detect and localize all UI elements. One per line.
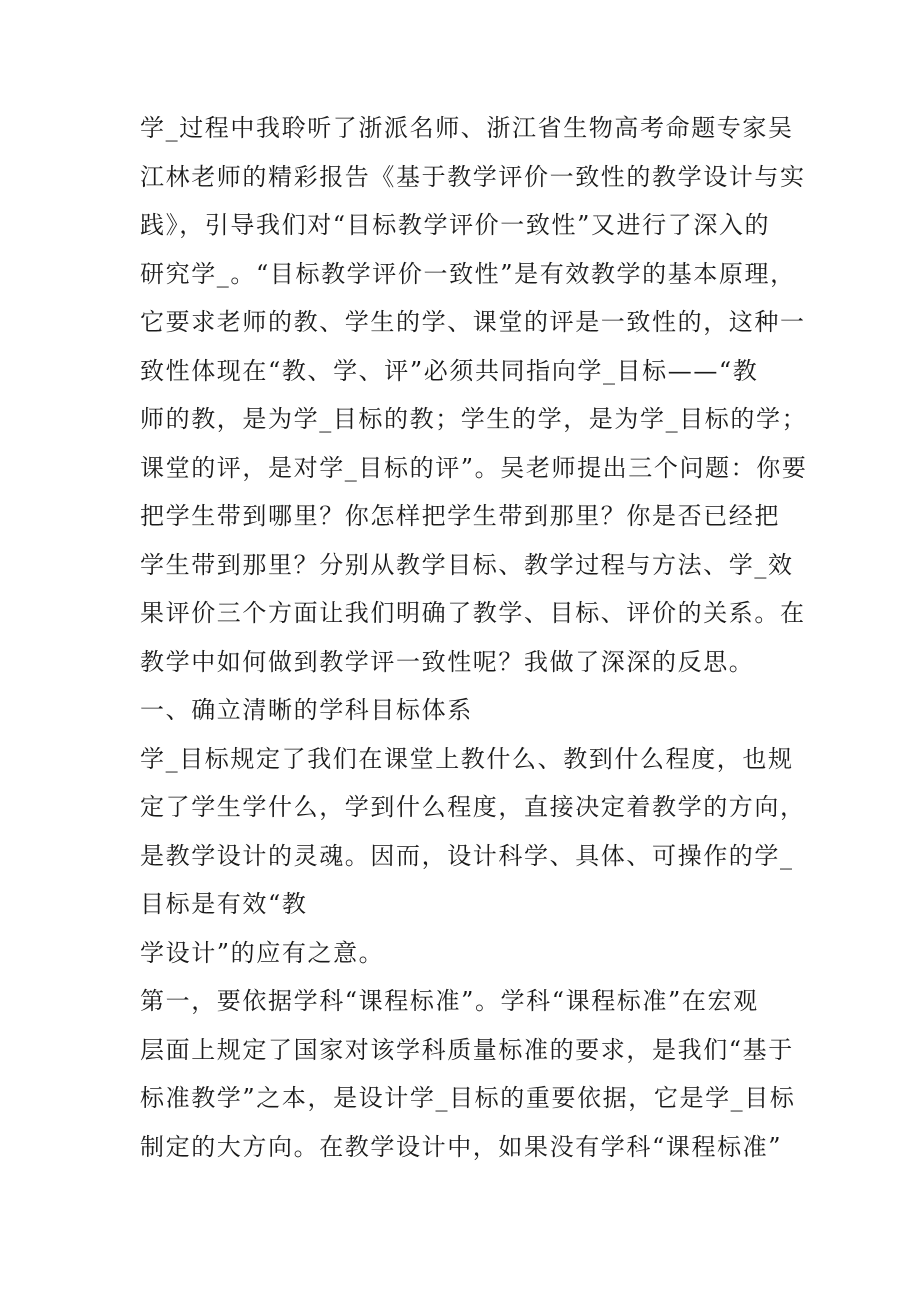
document-body bbox=[140, 104, 808, 1171]
text-line-3: 践》，引导我们对“目标教学评价一致性”又进行了深入的 bbox=[140, 211, 771, 239]
text-line-9: 把学生带到哪里？你怎样把学生带到那里？你是否已经把 bbox=[140, 502, 780, 530]
text-line-11: 果评价三个方面让我们明确了教学、目标、评价的关系。在 bbox=[140, 599, 806, 627]
text-line-10: 学生带到那里？分别从教学目标、教学过程与方法、学_效 bbox=[140, 550, 794, 579]
text-line-4: 研究学_。“目标教学评价一致性”是有效教学的基本原理， bbox=[140, 259, 796, 288]
text-line-16: 是教学设计的灵魂。因而，设计科学、具体、可操作的学_ bbox=[140, 841, 794, 870]
text-line-17: 目标是有效“教 bbox=[140, 890, 308, 918]
text-line-2: 江林老师的精彩报告《基于教学评价一致性的教学设计与实 bbox=[140, 162, 806, 191]
text-line-5: 它要求老师的教、学生的学、课堂的评是一致性的，这种一 bbox=[140, 308, 806, 336]
section-heading: 一、确立清晰的学科目标体系 bbox=[140, 696, 473, 724]
text-line-18: 学设计”的应有之意。 bbox=[140, 938, 385, 967]
text-line-6: 致性体现在“教、学、评”必须共同指向学_目标——“教 bbox=[140, 356, 759, 385]
text-line-15: 定了学生学什么，学到什么程度，直接决定着教学的方向， bbox=[140, 793, 806, 821]
text-line-8: 课堂的评，是对学_目标的评”。吴老师提出三个问题：你要 bbox=[140, 453, 808, 482]
text-line-22: 制定的大方向。在教学设计中，如果没有学科“课程标准” bbox=[140, 1132, 783, 1161]
text-line-14: 学_目标规定了我们在课堂上教什么、教到什么程度，也规 bbox=[140, 744, 794, 773]
text-line-20: 层面上规定了国家对该学科质量标准的要求，是我们“基于 bbox=[140, 1035, 794, 1064]
text-line-1: 学_过程中我聆听了浙派名师、浙江省生物高考命题专家吴 bbox=[140, 114, 794, 142]
text-line-7: 师的教，是为学_目标的教；学生的学，是为学_目标的学； bbox=[140, 405, 808, 433]
text-line-12: 教学中如何做到教学评一致性呢？我做了深深的反思。 bbox=[140, 647, 755, 676]
text-line-21: 标准教学”之本，是设计学_目标的重要依据，它是学_目标 bbox=[140, 1084, 796, 1112]
text-line-19: 第一，要依据学科“课程标准”。学科“课程标准”在宏观 bbox=[140, 987, 759, 1015]
